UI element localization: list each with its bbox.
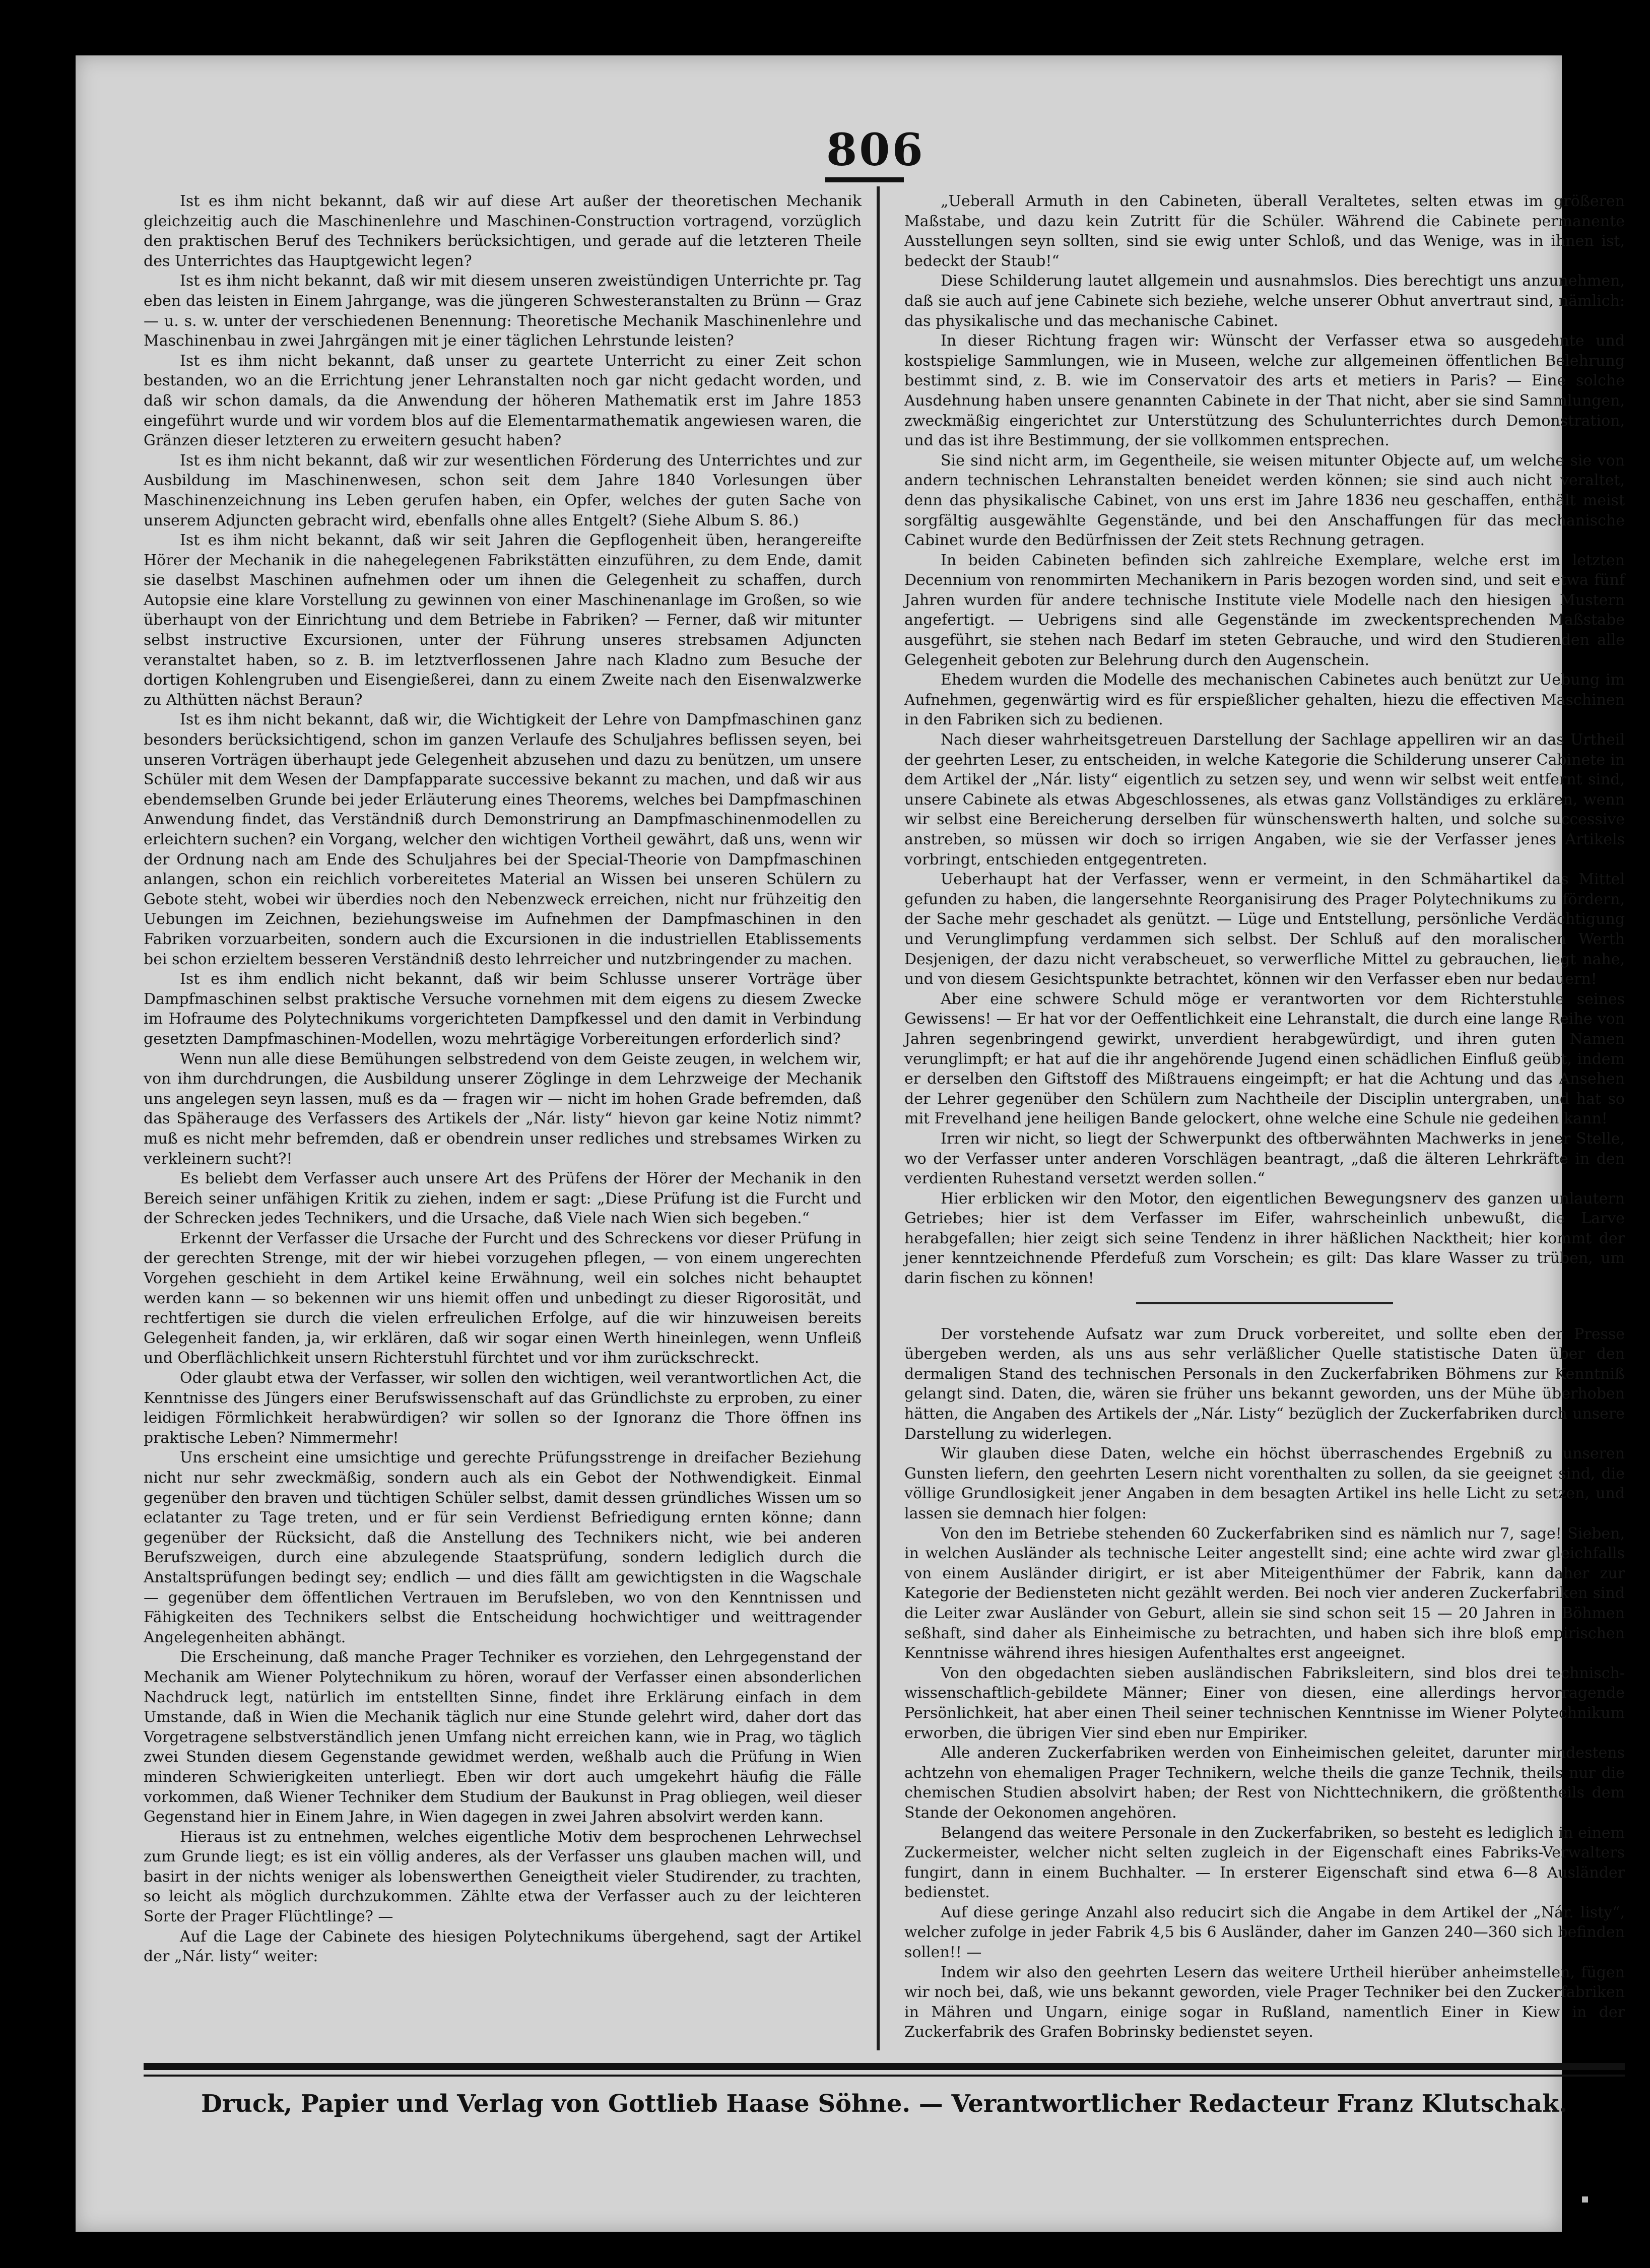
paragraph: Ist es ihm nicht bekannt, daß wir zur wesentlichen Förderung des Unterrichtes und zur Ausbildung im Maschinenwesen, schon seit dem Jahre 1840 Vorlesungen über Maschinenzeichnung ins Leben gerufen haben, ein Opfer, welches der guten Sache von unserem Adjuncten gebracht wird, ebenfalls ohne alles Entgelt? (Siehe Album S. 86.) <box>144 451 862 529</box>
page-number-underline <box>825 177 904 182</box>
paragraph: In dieser Richtung fragen wir: Wünscht der Verfasser etwa so ausgedehnte und kostspielige Sammlungen, wie in Museen, welche zur allgemeinen öffentlichen Belehrung bestimmt sind, z. B. wie im Conservatoir des arts et metiers in Paris? — Eine solche Ausdehnung haben unsere genannten Cabinete in der That nicht, aber sie sind Sammlungen, zweckmäßig eingerichtet zur Unterstützung des Schulunterrichtes durch Demonstration, und das ist ihre Bestimmung, der sie vollkommen entsprechen. <box>904 332 1625 450</box>
paragraph: Diese Schilderung lautet allgemein und ausnahmslos. Dies berechtigt uns anzunehmen, daß sie auch auf jene Cabinete sich beziehe, welche unserer Obhut anvertraut sind, nämlich: das physikalische und das mechanische Cabinet. <box>904 272 1625 330</box>
scan-mark <box>1582 2196 1588 2203</box>
paragraph: Auf die Lage der Cabinete des hiesigen Polytechnikums übergehend, sagt der Artikel der „Nár. listy“ weiter: <box>144 1927 862 1966</box>
paragraph: Aber eine schwere Schuld möge er verantworten vor dem Richterstuhle seines Gewissens! — Er hat vor der Oeffentlichkeit eine Lehranstalt, die durch eine lange Reihe von Jahren segenbringend gewirkt, unverdient herabgewürdigt, und ihren guten Namen verunglimpft; er hat auf die ihr angehörende Jugend einen schädlichen Einfluß geübt, indem er derselben den Giftstoff des Mißtrauens eingeimpft; er hat die Achtung und das Ansehen der Lehrer gegenüber den Schülern zum Nachtheile der Disciplin untergraben, und hat so mit Frevelhand jene heiligen Bande gelockert, ohne welche eine Schule nie gedeihen kann! <box>904 990 1625 1128</box>
paragraph: Ist es ihm nicht bekannt, daß wir auf diese Art außer der theoretischen Mechanik gleichzeitig auch die Maschinenlehre und Maschinen-Construction vortragend, vorzüglich den praktischen Beruf des Technikers berücksichtigen, und gerade auf die letzteren Theile des Unterrichtes das Hauptgewicht legen? <box>144 192 862 270</box>
paragraph: Indem wir also den geehrten Lesern das weitere Urtheil hierüber anheimstellen, fügen wir noch bei, daß, wie uns bekannt geworden, viele Prager Techniker bei den Zuckerfabriken in Mähren und Ungarn, einige sogar in Rußland, namentlich Einer in Kiew in der Zuckerfabrik des Grafen Bobrinsky bedienstet seyen. <box>904 1963 1625 2041</box>
paragraph: Von den obgedachten sieben ausländischen Fabriksleitern, sind blos drei technisch-wissenschaftlich-gebildete Männer; Einer von diesen, eine allerdings hervorragende Persönlichkeit, hat aber einen Theil seiner technischen Kenntnisse im Wiener Polytechnikum erworben, die übrigen Vier sind eben nur Empiriker. <box>904 1664 1625 1742</box>
paragraph: Ist es ihm nicht bekannt, daß wir, die Wichtigkeit der Lehre von Dampfmaschinen ganz besonders berücksichtigend, schon im ganzen Verlaufe des Schuljahres beflissen seyen, bei unseren Vorträgen überhaupt jede Gelegenheit abzusehen und dazu zu benützen, um unsere Schüler mit dem Wesen der Dampfapparate successive bekannt zu machen, und daß wir aus ebendemselben Grunde bei jeder Erläuterung eines Theorems, welches bei Dampfmaschinen Anwendung findet, das Verständniß durch Demonstrirung an Dampfmaschinenmodellen zu erleichtern suchen? ein Vorgang, welcher den wichtigen Vortheil gewährt, daß uns, wenn wir der Ordnung nach am Ende des Schuljahres bei der Special-Theorie von Dampfmaschinen anlangen, schon ein reichlich vorbereitetes Material an Wissen bei unseren Schülern zu Gebote steht, wobei wir überdies noch den Nebenzweck erreichen, nicht nur frühzeitig den Uebungen im Zeichnen, beziehungsweise im Aufnehmen der Dampfmaschinen in den Fabriken vorzuarbeiten, sondern auch die Excursionen in die industriellen Etablissements bei schon erzieltem besseren Verständniß desto lehrreicher und nutzbringender zu machen. <box>144 711 862 968</box>
paragraph: Wenn nun alle diese Bemühungen selbstredend von dem Geiste zeugen, in welchem wir, von ihm durchdrungen, die Ausbildung unserer Zöglinge in dem Lehrzweige der Mechanik uns angelegen seyn lassen, muß es da — fragen wir — nicht im hohen Grade befremden, daß das Späherauge des Verfassers des Artikels der „Nár. listy“ hievon gar keine Notiz nimmt? muß es nicht mehr befremden, daß er obendrein unser redliches und strebsames Wirken zu verkleinern sucht?! <box>144 1050 862 1168</box>
paragraph: Ist es ihm nicht bekannt, daß unser zu geartete Unterricht zu einer Zeit schon bestanden, wo an die Errichtung jener Lehranstalten noch gar nicht gedacht worden, und daß wir schon damals, da die Anwendung der höheren Mathematik erst im Jahre 1853 eingeführt wurde und wir vordem blos auf die Elementarmathematik angewiesen waren, die Gränzen dieser letzteren zu erweitern gesucht haben? <box>144 352 862 450</box>
paragraph: Irren wir nicht, so liegt der Schwerpunkt des oftberwähnten Machwerks in jener Stelle, wo der Verfasser unter anderen Vorschlägen beantragt, „daß die älteren Lehrkräfte in den verdienten Ruhestand versetzt werden sollen.“ <box>904 1129 1625 1188</box>
footer-rule-thin <box>144 2075 1625 2077</box>
paragraph: Ist es ihm nicht bekannt, daß wir mit diesem unseren zweistündigen Unterrichte pr. Tag eben das leisten in Einem Jahrgange, was die jüngeren Schwesteranstalten zu Brünn — Graz — u. s. w. unter der verschiedenen Benennung: Theoretische Mechanik Maschinenlehre und Maschinenbau in zwei Jahrgängen mit je einer täglichen Lehrstunde leisten? <box>144 272 862 350</box>
paragraph: Auf diese geringe Anzahl also reducirt sich die Angabe in dem Artikel der „Nár. listy“, welcher zufolge in jeder Fabrik 4,5 bis 6 Ausländer, daher im Ganzen 240—360 sich befinden sollen!! — <box>904 1903 1625 1962</box>
imprint-line: Druck, Papier und Verlag von Gottlieb Haase Söhne. — Verantwortlicher Redacteur Franz Klutschak. <box>201 2090 1567 2118</box>
right-column <box>904 191 1625 2042</box>
paragraph: Sie sind nicht arm, im Gegentheile, sie weisen mitunter Objecte auf, um welche sie von andern technischen Lehranstalten beneidet werden können; sie sind auch nicht veraltet, denn das physikalische Cabinet, von uns erst im Jahre 1836 neu geschaffen, enthält meist sorgfältig ausgewählte Gegenstände, und bei den Anschaffungen für das mechanische Cabinet wurde den Bedürfnissen der Zeit stets Rechnung getragen. <box>904 451 1625 550</box>
paragraph: Belangend das weitere Personale in den Zuckerfabriken, so besteht es lediglich in einem Zuckermeister, welcher nicht selten zugleich in der Eigenschaft eines Fabriks-Verwalters fungirt, dann in einem Buchhalter. — In ersterer Eigenschaft sind etwa 6—8 Ausländer bedienstet. <box>904 1824 1625 1902</box>
paragraph: Hieraus ist zu entnehmen, welches eigentliche Motiv dem besprochenen Lehrwechsel zum Grunde liegt; es ist ein völlig anderes, als der Verfasser uns glauben machen will, und basirt in der nichts weniger als lobenswerthen Geneigtheit vieler Studirender, zu trachten, so leicht als möglich durchzukommen. Zählte etwa der Verfasser auch zu der leichteren Sorte der Prager Flüchtlinge? — <box>144 1828 862 1926</box>
paragraph: Wir glauben diese Daten, welche ein höchst überraschendes Ergebniß zu unseren Gunsten liefern, den geehrten Lesern nicht vorenthalten zu sollen, da sie geeignet sind, die völlige Grundlosigkeit jener Angaben in dem besagten Artikel ins helle Licht zu setzen, und lassen sie demnach hier folgen: <box>904 1445 1625 1522</box>
paragraph: Erkennt der Verfasser die Ursache der Furcht und des Schreckens vor dieser Prüfung in der gerechten Strenge, mit der wir hiebei vorzugehen pflegen, — von einem ungerechten Vorgehen geschieht in dem Artikel keine Erwähnung, weil ein solches nicht behauptet werden kann — so bekennen wir uns hiemit offen und unbedingt zu dieser Rigorosität, und rechtfertigen sie durch die vielen erfreulichen Erfolge, auf die wir hinzuweisen bereits Gelegenheit fanden, ja, wir erklären, daß wir sogar einen Werth hineinlegen, wenn Unfleiß und Oberflächlichkeit unsern Richterstuhl fürchtet und vor ihm zurückschreckt. <box>144 1229 862 1367</box>
paragraph: Ist es ihm nicht bekannt, daß wir seit Jahren die Gepflogenheit üben, herangereifte Hörer der Mechanik in die nahegelegenen Fabrikstätten einzuführen, zu dem Ende, damit sie daselbst Maschinen aufnehmen oder um ihnen die Gelegenheit zu schaffen, durch Autopsie eine klare Vorstellung zu gewinnen von einer Maschinenanlage im Großen, so wie überhaupt von der Einrichtung und dem Betriebe in Fabriken? — Ferner, daß wir mitunter selbst instructive Excursionen, unter der Führung unseres strebsamen Adjuncten veranstaltet haben, so z. B. im letztverflossenen Jahre nach Kladno zum Besuche der dortigen Kohlengruben und Eisengießerei, dann zu einem Zweite nach den Eisenwalzwerke zu Althütten nächst Beraun? <box>144 531 862 709</box>
paragraph: Uns erscheint eine umsichtige und gerechte Prüfungsstrenge in dreifacher Beziehung nicht nur sehr zweckmäßig, sondern auch als ein Gebot der Nothwendigkeit. Einmal gegenüber den braven und tüchtigen Schüler selbst, damit dessen gründliches Wissen um so eclatanter zu Tage treten, und er für sein Verdienst Befriedigung ernten könne; dann gegenüber der Rücksicht, daß die Anstellung des Technikers nicht, wie bei anderen Berufszweigen, durch eine abzulegende Staatsprüfung, sondern lediglich durch die Anstaltsprüfungen bedingt sey; endlich — und dies fällt am gewichtigsten in die Wagschale — gegenüber dem öffentlichen Vertrauen im Berufsleben, wo von den Kenntnissen und Fähigkeiten des Technikers selbst die Entscheidung hochwichtiger und weittragender Angelegenheiten abhängt. <box>144 1449 862 1646</box>
page-number: 806 <box>826 123 925 176</box>
paragraph: Alle anderen Zuckerfabriken werden von Einheimischen geleitet, darunter mindestens achtzehn von ehemaligen Prager Technikern, welche theils die ganze Technik, theils nur die chemischen Studien absolvirt haben; der Rest von Nichttechnikern, die größtentheils dem Stande der Oekonomen angehören. <box>904 1744 1625 1822</box>
right-column-article <box>904 191 1625 1289</box>
paragraph: Die Erscheinung, daß manche Prager Techniker es vorziehen, den Lehrgegenstand der Mechanik am Wiener Polytechnikum zu hören, worauf der Verfasser einen absonderlichen Nachdruck legt, natürlich im entstellten Sinne, findet ihre Erklärung einfach in dem Umstande, daß in Wien die Mechanik täglich nur eine Stunde gelehrt wird, daher dort das Vorgetragene selbstverständlich jenen Umfang nicht erreichen kann, wie in Prag, wo täglich zwei Stunden diesem Gegenstande gewidmet werden, weßhalb auch die Prüfung in Wien minderen Schwierigkeiten unterliegt. Eben wir dort auch umgekehrt häufig die Fälle vorkommen, daß Wiener Techniker dem Studium der Baukunst in Prag obliegen, weil dieser Gegenstand hier in Einem Jahre, in Wien dagegen in zwei Jahren absolvirt werden kann. <box>144 1648 862 1826</box>
paragraph: Oder glaubt etwa der Verfasser, wir sollen den wichtigen, weil verantwortlichen Act, die Kenntnisse des Jüngers einer Berufswissenschaft auf das Gründlichste zu erproben, zu einer leidigen Förmlichkeit herabwürdigen? wir sollen so der Ignoranz die Thore öffnen ins praktische Leben? Nimmermehr! <box>144 1369 862 1447</box>
footer-rule-thick <box>144 2063 1625 2070</box>
paragraph: Nach dieser wahrheitsgetreuen Darstellung der Sachlage appelliren wir an das Urtheil der geehrten Leser, zu entscheiden, in welche Kategorie die Schilderung unserer Cabinete in dem Artikel der „Nár. listy“ eigentlich zu setzen sey, und wenn wir selbst weit entfernt sind, unsere Cabinete als etwas Abgeschlossenes, als etwas ganz Vollständiges zu erklären, wenn wir selbst eine Bereicherung derselben für wünschenswerth halten, und solche successive anstreben, so müssen wir doch so irrigen Angaben, wie sie der Verfasser jenes Artikels vorbringt, entschieden entgegentreten. <box>904 731 1625 869</box>
paragraph: Ueberhaupt hat der Verfasser, wenn er vermeint, in den Schmähartikel das Mittel gefunden zu haben, die langersehnte Reorganisirung des Prager Polytechnikums zu fördern, der Sache mehr geschadet als genützt. — Lüge und Entstellung, persönliche Verdächtigung und Verunglimpfung verdammen sich selbst. Der Schluß auf den moralischen Werth Desjenigen, der dazu nicht verabscheuet, so verwerfliche Mittel zu gebrauchen, liegt nahe, und von diesem Gesichtspunkte betrachtet, können wir den Verfasser eben nur bedauern! <box>904 871 1625 988</box>
paragraph: Ist es ihm endlich nicht bekannt, daß wir beim Schlusse unserer Vorträge über Dampfmaschinen selbst praktische Versuche vornehmen mit dem eigens zu diesem Zwecke im Hofraume des Polytechnikums vorgerichteten Dampfkessel und den damit in Verbindung gesetzten Dampfmaschinen-Modellen, wozu mehrtägige Vorbereitungen erforderlich sind? <box>144 970 862 1048</box>
column-divider <box>877 186 880 2050</box>
paragraph: Der vorstehende Aufsatz war zum Druck vorbereitet, und sollte eben der Presse übergeben werden, als uns aus sehr verläßlicher Quelle statistische Daten über den dermaligen Stand des technischen Personals in den Zuckerfabriken Böhmens zur Kenntniß gelangt sind. Daten, die, wären sie früher uns bekannt geworden, uns der Mühe überhoben hätten, die Angaben des Artikels der „Nár. Listy“ bezüglich der Zuckerfabriken durch unsere Darstellung zu widerlegen. <box>904 1325 1625 1443</box>
section-rule <box>1136 1302 1393 1304</box>
paragraph: Es beliebt dem Verfasser auch unsere Art des Prüfens der Hörer der Mechanik in den Bereich seiner unfähigen Kritik zu ziehen, indem er sagt: „Diese Prüfung ist die Furcht und der Schrecken jedes Technikers, und die Ursache, daß Viele nach Wien sich begeben.“ <box>144 1170 862 1228</box>
right-column-addendum <box>904 1324 1625 2042</box>
paragraph: „Ueberall Armuth in den Cabineten, überall Veraltetes, selten etwas im größeren Maßstabe, und dazu kein Zutritt für die Schüler. Während die Cabinete permanente Ausstellungen seyn sollten, sind sie ewig unter Schloß, und das Wenige, was in ihnen ist, bedeckt der Staub!“ <box>904 192 1625 270</box>
paragraph: Hier erblicken wir den Motor, den eigentlichen Bewegungsnerv des ganzen unlautern Getriebes; hier ist dem Verfasser im Eifer, wahrscheinlich unbewußt, die Larve herabgefallen; hier zeigt sich seine Tendenz in ihrer häßlichen Nacktheit; hier kommt der jener kenntzeichnende Pferdefuß zum Vorschein; es gilt: Das klare Wasser zu trüben, um darin fischen zu können! <box>904 1189 1625 1288</box>
paragraph: In beiden Cabineten befinden sich zahlreiche Exemplare, welche erst im letzten Decennium von renommirten Mechanikern in Paris bezogen worden sind, und seit etwa fünf Jahren wurden für andere technische Institute viele Modelle nach den hiesigen Mustern angefertigt. — Uebrigens sind alle Gegenstände im zweckentsprechenden Maßstabe ausgeführt, sie stehen nach Bedarf im steten Gebrauche, und wird den Studierenden alle Gelegenheit geboten zur Belehrung durch den Augenschein. <box>904 551 1625 669</box>
paragraph: Ehedem wurden die Modelle des mechanischen Cabinetes auch benützt zur Uebung im Aufnehmen, gegenwärtig wird es für erspießlicher gehalten, hiezu die effectiven Maschinen in den Fabriken sich zu bedienen. <box>904 671 1625 729</box>
left-column <box>144 191 862 1967</box>
paragraph: Von den im Betriebe stehenden 60 Zuckerfabriken sind es nämlich nur 7, sage! Sieben, in welchen Ausländer als technische Leiter angestellt sind; eine achte wird zwar gleichfalls von einem Ausländer dirigirt, er ist aber Miteigenthümer der Fabrik, kann daher zur Kategorie der Bediensteten nicht gezählt werden. Bei noch vier anderen Zuckerfabriken sind die Leiter zwar Ausländer von Geburt, allein sie sind schon seit 15 — 20 Jahren in Böhmen seßhaft, sind daher als Einheimische zu betrachten, und haben sich ihre bloß empirischen Kenntnisse während ihres hiesigen Aufenthaltes erst angeeignet. <box>904 1524 1625 1662</box>
